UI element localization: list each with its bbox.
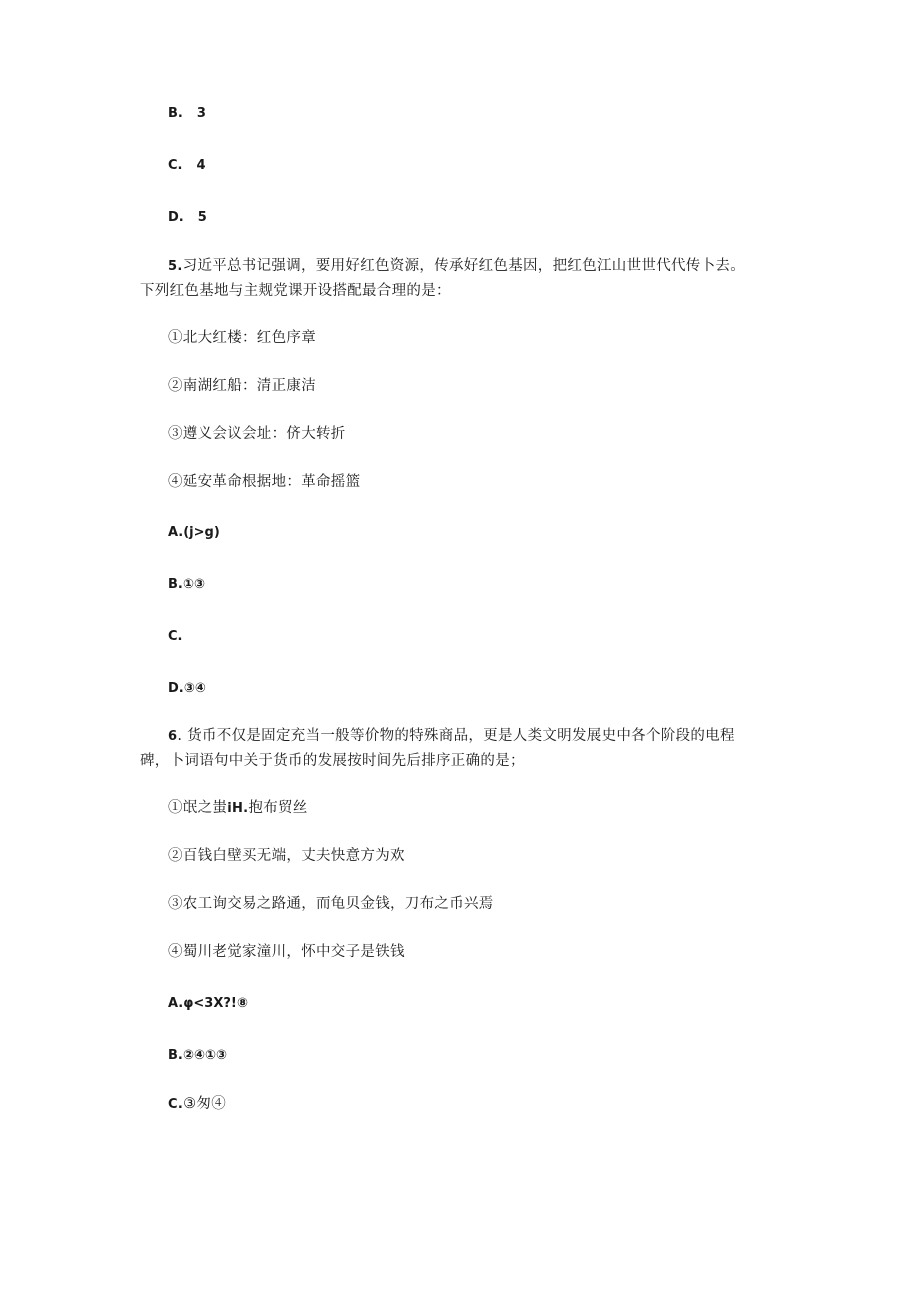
option-value: 3 bbox=[196, 106, 206, 121]
q5-stem-line1 bbox=[168, 256, 745, 277]
q6-item-1 bbox=[168, 798, 308, 819]
q6-option-a: A.φ<3X?!⑧ bbox=[168, 996, 248, 1011]
q6-option-c bbox=[168, 1094, 226, 1115]
q5-stem-line2: 下列红色基地与主觌党课开设搭配最合理的是： bbox=[140, 283, 451, 299]
q6-text-line1: . 货币不仅是固定充当一般等价物的特殊商品，更是人类文明发展史中各个阶段的电程 bbox=[177, 728, 735, 744]
q6-item-1-pre: ①氓之蚩 bbox=[168, 800, 228, 816]
q6-option-c-letter: C. bbox=[168, 1097, 184, 1112]
q6-stem-line1 bbox=[168, 726, 735, 747]
q6-item-1-bold: iH. bbox=[227, 801, 249, 816]
q6-item-3: ③农工询交易之路通，而龟贝金钱，刀布之币兴焉 bbox=[168, 896, 494, 912]
q4-option-b bbox=[168, 104, 206, 124]
q5-item-2: ②南湖红船：清正康洁 bbox=[168, 378, 316, 394]
q5-option-b: B.①③ bbox=[168, 577, 205, 592]
q5-number: 5. bbox=[168, 259, 183, 274]
q5-option-c: C. bbox=[168, 629, 183, 644]
q5-text-line1: 习近平总书记强调，要用好红色资源，传承好红色基因，把红色江山世世代代传卜去。 bbox=[182, 258, 745, 274]
q4-option-d bbox=[168, 208, 207, 228]
q6-item-1-post: 抱布贸丝 bbox=[248, 800, 308, 816]
q6-number: 6 bbox=[168, 729, 178, 744]
q6-item-2: ②百钱白壁买无端，丈夫快意方为欢 bbox=[168, 848, 405, 864]
option-value: 4 bbox=[196, 158, 206, 173]
q5-item-1: ①北大红楼：红色序章 bbox=[168, 330, 316, 346]
q6-item-4: ④蜀川老觉家潼川，怀中交子是铁钱 bbox=[168, 944, 405, 960]
q5-item-4: ④延安革命根据地：革命摇篮 bbox=[168, 474, 361, 490]
option-letter: B. bbox=[168, 106, 183, 121]
q5-option-a: A.(j>g) bbox=[168, 525, 220, 540]
q6-option-c-text: ③匆④ bbox=[183, 1096, 226, 1112]
option-letter: D. bbox=[168, 210, 184, 225]
option-letter: C. bbox=[168, 158, 183, 173]
q6-stem-line2: 碑，卜词语句中关于货币的发展按时间先后排序正确的是； bbox=[140, 753, 525, 769]
q4-option-c bbox=[168, 156, 206, 176]
option-value: 5 bbox=[197, 210, 207, 225]
q5-option-d: D.③④ bbox=[168, 681, 206, 696]
q6-option-b: B.②④①③ bbox=[168, 1048, 227, 1063]
q5-item-3: ③遵义会议会址：侪大转折 bbox=[168, 426, 346, 442]
